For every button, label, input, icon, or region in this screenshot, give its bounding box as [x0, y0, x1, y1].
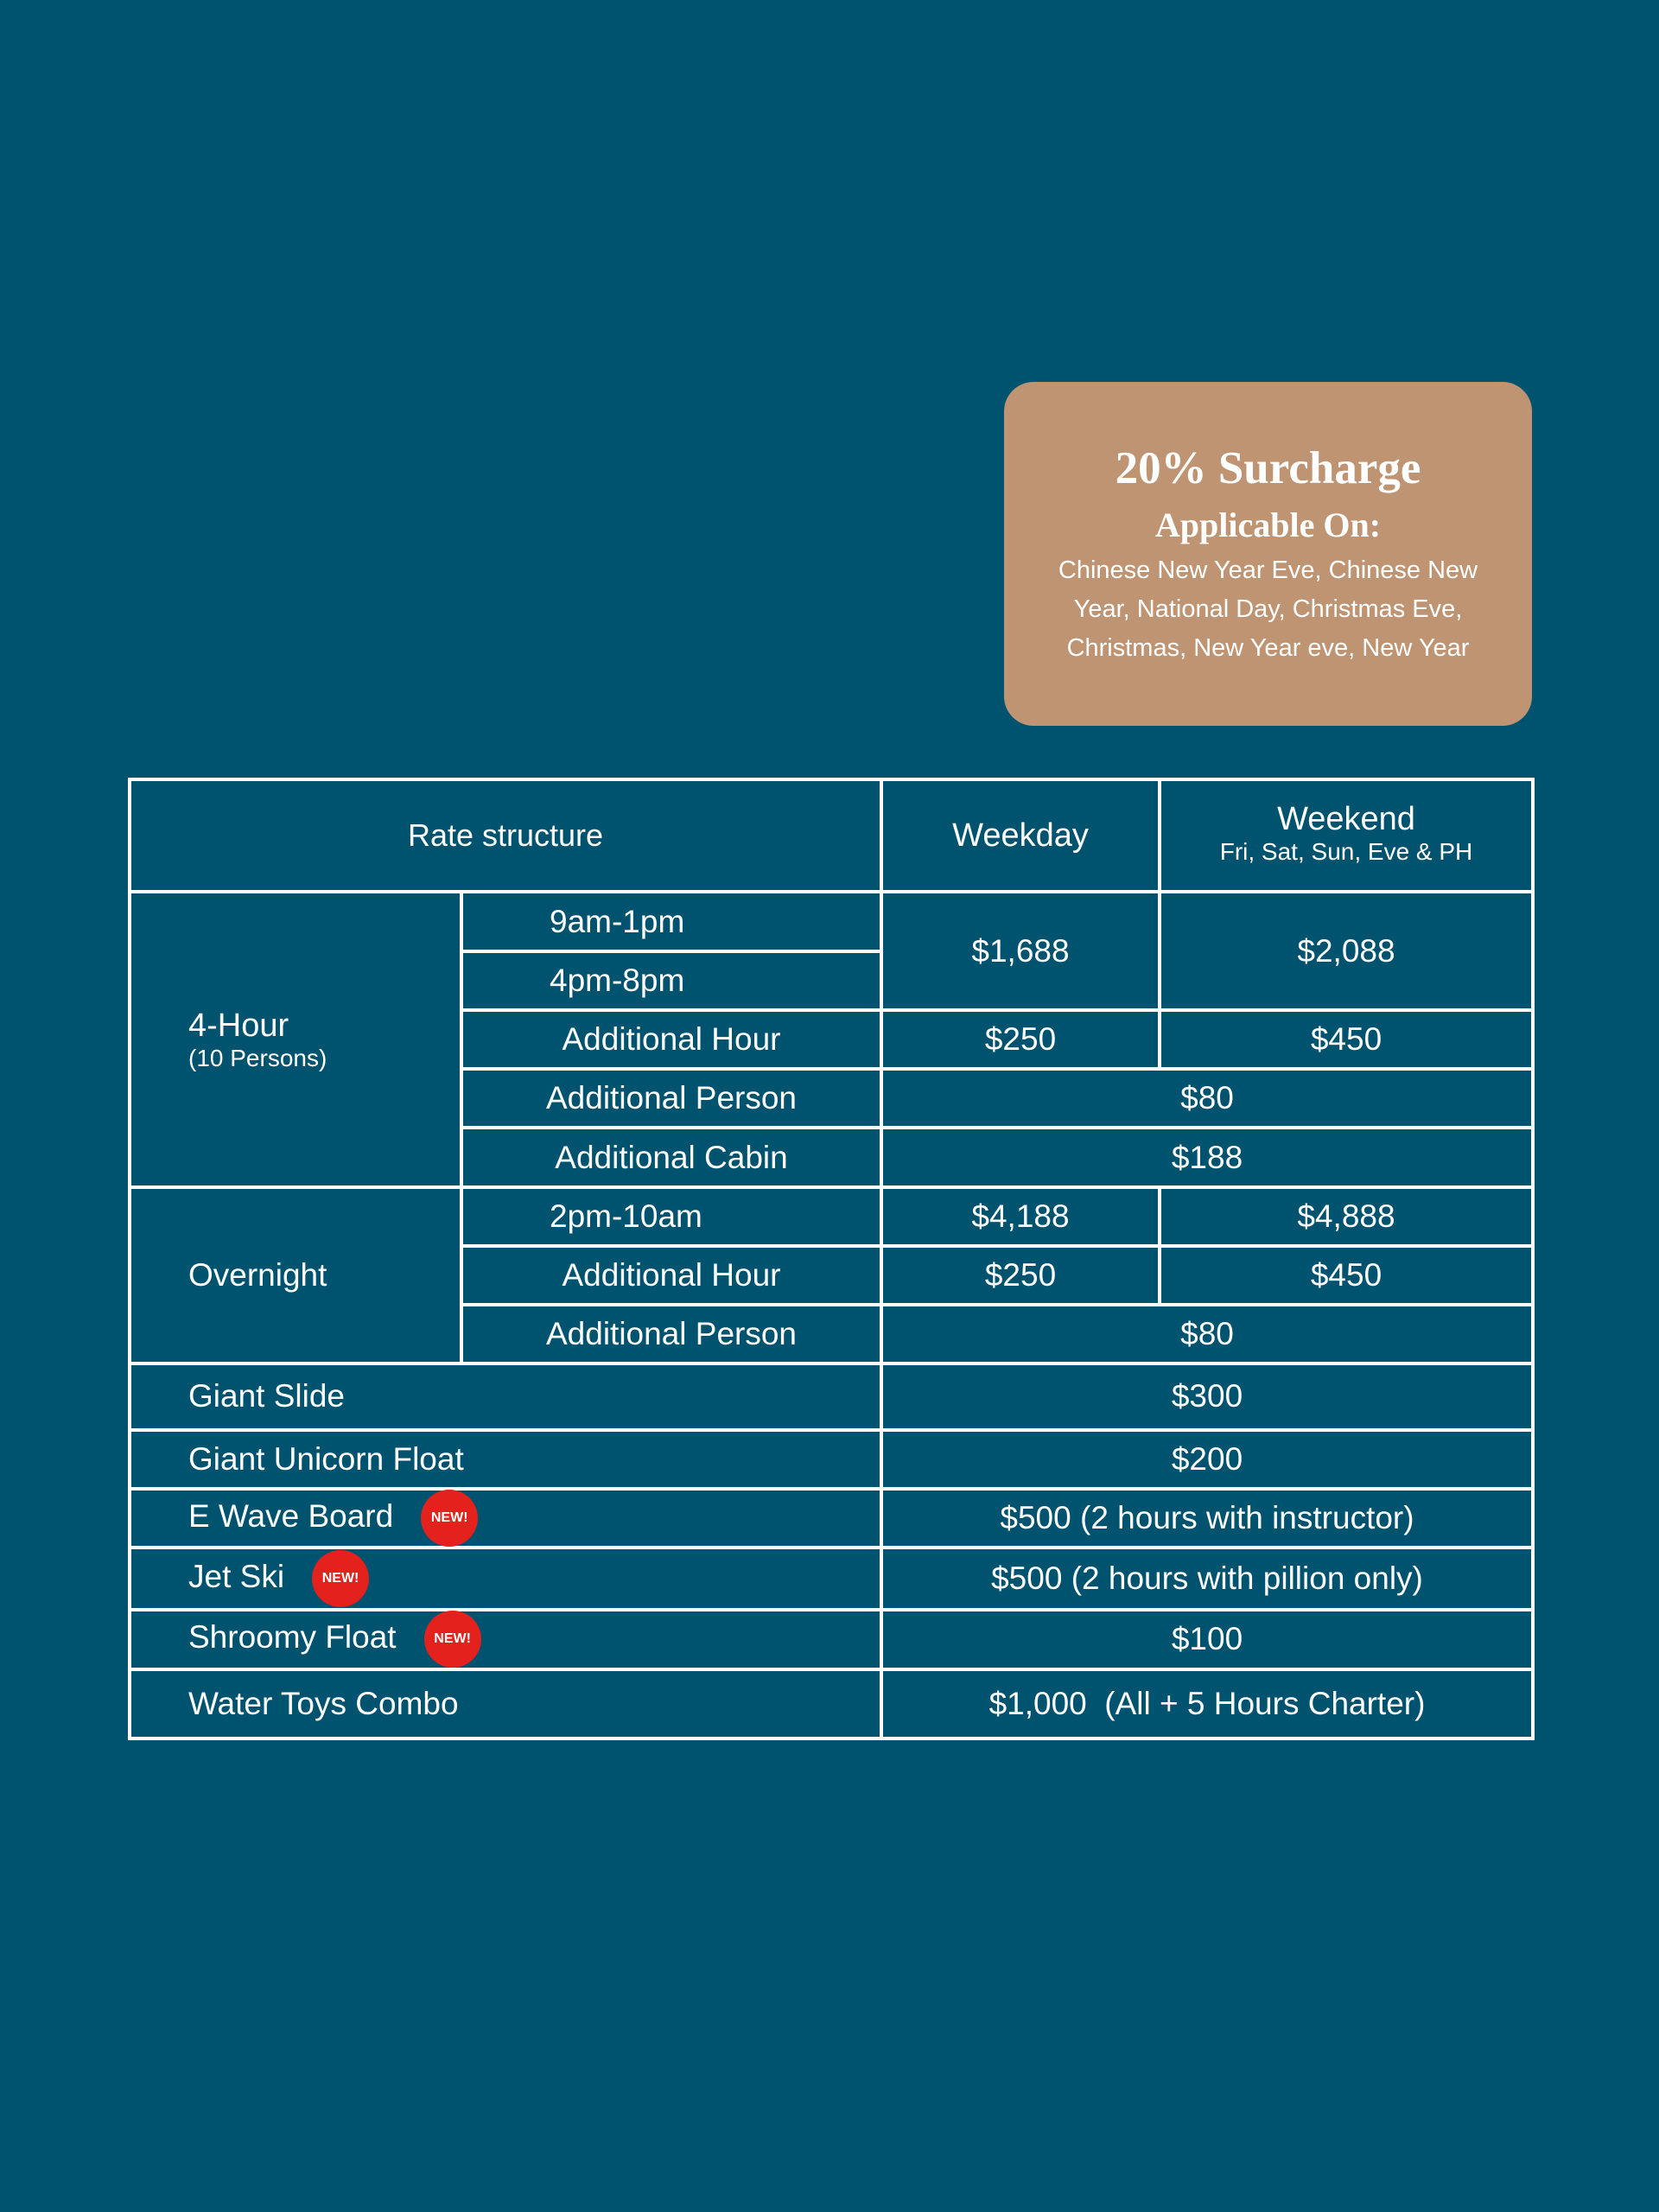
extra-price: $300 — [881, 1363, 1533, 1429]
overnight-add-person-price: $80 — [881, 1305, 1533, 1363]
four-hour-label-cell — [130, 892, 461, 1186]
four-hour-slot2: 4pm-8pm — [461, 951, 881, 1010]
extra-price: $100 — [881, 1610, 1533, 1669]
extra-name-cell — [130, 1610, 881, 1669]
four-hour-add-hour-weekday: $250 — [881, 1010, 1160, 1069]
extra-name: Shroomy Float — [188, 1619, 397, 1656]
extra-name: E Wave Board — [188, 1497, 394, 1534]
header-weekend-note: Fri, Sat, Sun, Eve & PH — [1219, 838, 1473, 866]
overnight-add-hour: Additional Hour — [461, 1246, 881, 1305]
surcharge-dates: Chinese New Year Eve, Chinese New Year, National Day, Christmas Eve, Christmas, New Year eve, New Year — [1058, 556, 1478, 662]
header-row — [130, 779, 1533, 892]
extra-row — [130, 1363, 1533, 1429]
extra-row — [130, 1669, 1533, 1738]
overnight-slot-weekday: $4,188 — [881, 1187, 1160, 1246]
four-hour-slot1: 9am-1pm — [461, 892, 881, 950]
extra-row — [130, 1489, 1533, 1548]
surcharge-title: 20% Surcharge — [1115, 443, 1421, 493]
new-badge-icon: NEW! — [424, 1493, 474, 1543]
four-hour-slot-weekend: $2,088 — [1160, 892, 1533, 1009]
four-hour-note: (10 Persons) — [188, 1044, 327, 1071]
extra-row — [130, 1430, 1533, 1489]
overnight-slot-weekend: $4,888 — [1160, 1187, 1533, 1246]
four-hour-label: 4-Hour — [188, 1007, 289, 1044]
header-rate-structure: Rate structure — [130, 779, 881, 892]
overnight-add-hour-weekend: $450 — [1160, 1246, 1533, 1305]
rate-table — [128, 778, 1535, 1740]
table-row — [130, 1187, 1533, 1246]
extra-name: Giant Slide — [130, 1363, 881, 1429]
header-weekend: Weekend — [1277, 801, 1415, 838]
extra-row — [130, 1610, 1533, 1669]
surcharge-box — [1004, 382, 1532, 726]
extra-price: $1,000 (All + 5 Hours Charter) — [881, 1669, 1533, 1738]
overnight-add-hour-weekday: $250 — [881, 1246, 1160, 1305]
header-weekend-cell — [1160, 779, 1533, 892]
four-hour-slot-weekday: $1,688 — [881, 892, 1160, 1009]
four-hour-add-person-price: $80 — [881, 1069, 1533, 1128]
extra-price: $200 — [881, 1430, 1533, 1489]
surcharge-subtitle: Applicable On: — [1154, 505, 1382, 544]
extra-row — [130, 1548, 1533, 1610]
extra-name: Jet Ski — [188, 1558, 285, 1594]
new-badge-icon: NEW! — [428, 1614, 478, 1664]
overnight-label: Overnight — [130, 1187, 461, 1364]
four-hour-add-cabin-price: $188 — [881, 1128, 1533, 1186]
extra-name-cell — [130, 1548, 881, 1610]
extra-name: Giant Unicorn Float — [130, 1430, 881, 1489]
overnight-add-person: Additional Person — [461, 1305, 881, 1363]
four-hour-add-cabin: Additional Cabin — [461, 1128, 881, 1186]
four-hour-add-hour: Additional Hour — [461, 1010, 881, 1069]
extra-name-cell — [130, 1489, 881, 1548]
four-hour-add-person: Additional Person — [461, 1069, 881, 1128]
header-weekday: Weekday — [881, 779, 1160, 892]
table-row — [130, 892, 1533, 950]
extra-price: $500 (2 hours with instructor) — [881, 1489, 1533, 1548]
four-hour-add-hour-weekend: $450 — [1160, 1010, 1533, 1069]
extra-price: $500 (2 hours with pillion only) — [881, 1548, 1533, 1610]
extra-name: Water Toys Combo — [130, 1669, 881, 1738]
overnight-slot: 2pm-10am — [461, 1187, 881, 1246]
new-badge-icon: NEW! — [315, 1554, 365, 1604]
